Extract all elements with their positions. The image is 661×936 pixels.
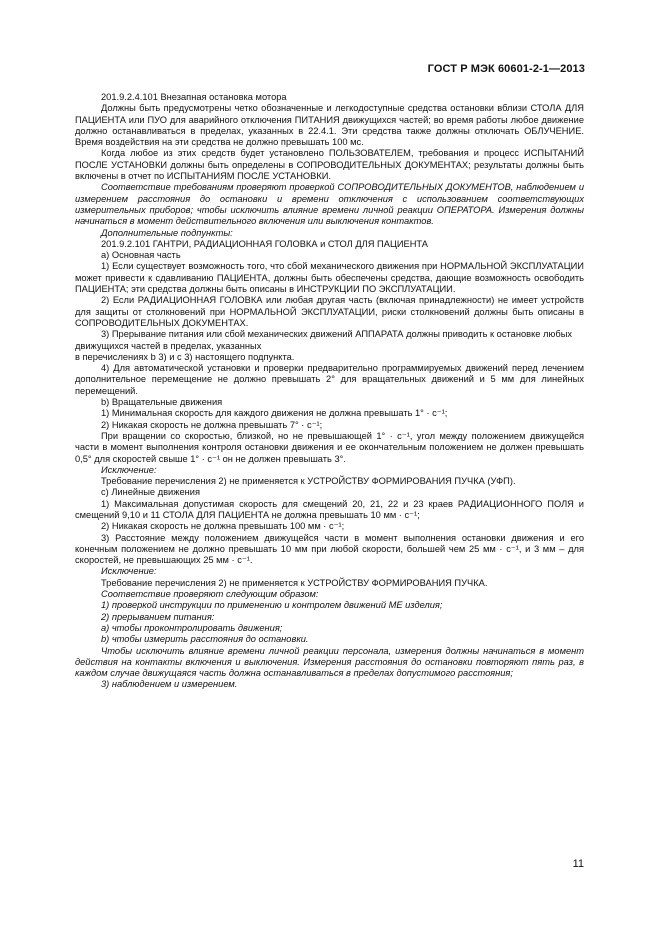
exception-label: Исключение:	[101, 566, 157, 577]
list-heading: с) Линейные движения	[101, 487, 200, 498]
body-paragraph: Должны быть предусмотрены четко обозначенные и легкодоступные средства остановки вблизи СТОЛА ДЛЯ ПАЦИЕНТА или ПУО для аварийного отключения ПИТАНИЯ движущихся частей; во время работы любое движение должно останавливаться в пределах, указанных в 22.4.1. Эти средства также должны отключать ОБЛУЧЕНИЕ. Время воздействия на эти средства не должно превышать 100 мс.	[75, 103, 584, 148]
list-item-continuation: в перечислениях b 3) и с 3) настоящего подпункта.	[75, 351, 295, 362]
body-paragraph: Требование перечисления 2) не применяется к УСТРОЙСТВУ ФОРМИРОВАНИЯ ПУЧКА (УФП).	[101, 476, 516, 487]
list-item: 2) Если РАДИАЦИОННАЯ ГОЛОВКА или любая другая часть (включая принадлежности) не имеет устройств для защиты от столкновений при НОРМАЛЬНОЙ ЭКСПЛУАТАЦИИ, риски столкновений должны быть описаны в СОПРОВОДИТЕЛЬНЫХ ДОКУМЕНТАХ.	[75, 295, 584, 328]
list-heading: а) Основная часть	[101, 250, 181, 261]
list-item: 2) Никакая скорость не должна превышать 7° · с⁻¹;	[101, 419, 323, 430]
additional-subclauses-label: Дополнительные подпункты:	[101, 227, 233, 238]
list-item: 1) Минимальная скорость для каждого движения не должна превышать 1° · с⁻¹;	[101, 408, 448, 419]
body-paragraph: При вращении со скоростью, близкой, но не превышающей 1° · с⁻¹, угол между положением движущейся части в момент выполнения контроля остановки движения и ее окончательным положением не должен превышать 0,5° для скоростей свыше 1° · с⁻¹ он не должен превышать 3°.	[75, 430, 584, 464]
compliance-note: Чтобы исключить влияние времени личной реакции персонала, измерения должны начинаться в момент действия на контакты включения и выключения. Измерения расстояния до остановки повторяют пять раз, в каждом случае движущаяся часть должна останавливаться в пределах допустимого расстояния;	[75, 645, 584, 679]
clause-title: 201.9.2.4.101 Внезапная остановка мотора	[101, 92, 287, 102]
list-item: 4) Для автоматической установки и проверки предварительно программируемых движений перед лечением дополнительное перемещение не должно превышать 2° для вращательных движений и 5 мм для линейных перемещений.	[75, 363, 584, 396]
compliance-step: 3) наблюдением и измерением.	[101, 679, 238, 690]
document-body	[75, 92, 584, 691]
list-item: 3) Расстояние между положением движущейся части в момент выполнения остановки движения и его конечным положением не должно превышать 10 мм при любой скорости, большей чем 25 мм · с⁻¹, и 3 мм – для скоростей, не превышающих 25 мм · с⁻¹.	[75, 532, 584, 566]
compliance-step: b) чтобы измерить расстояния до остановки.	[101, 634, 309, 645]
compliance-step: 1) проверкой инструкции по применению и контролем движений МЕ изделия;	[101, 600, 443, 611]
body-paragraph: Когда любое из этих средств будет установлено ПОЛЬЗОВАТЕЛЕМ, требования и процесс ИСПЫТАНИЙ ПОСЛЕ УСТАНОВКИ должны быть определены в СОПРОВОДИТЕЛЬНЫХ ДОКУМЕНТАХ; результаты должны быть включены в отчет по ИСПЫТАНИЯМ ПОСЛЕ УСТАНОВКИ.	[75, 148, 584, 182]
page-number: 11	[572, 858, 584, 870]
list-item: 1) Если существует возможность того, что сбой механического движения при НОРМАЛЬНОЙ ЭКСПЛУАТАЦИИ может привести к сдавливанию ПАЦИЕНТА, должны быть обеспечены средства, дающие возможность освободить ПАЦИЕНТА; эти средства должны быть описаны в ИНСТРУКЦИИ ПО ЭКСПЛУАТАЦИИ.	[75, 261, 584, 295]
compliance-step: 2) прерыванием питания:	[101, 611, 215, 622]
list-item: 1) Максимальная допустимая скорость для смещений 20, 21, 22 и 23 краев РАДИАЦИОННОГО ПОЛЯ и смещений 9,10 и 11 СТОЛА ДЛЯ ПАЦИЕНТА не должна превышать 10 мм · с⁻¹;	[75, 498, 584, 520]
body-paragraph: Требование перечисления 2) не применяется к УСТРОЙСТВУ ФОРМИРОВАНИЯ ПУЧКА.	[101, 577, 488, 588]
list-item: 2) Никакая скорость не должна превышать 100 мм · с⁻¹;	[101, 521, 345, 532]
list-heading: b) Вращательные движения	[101, 397, 223, 408]
list-item: 3) Прерывание питания или сбой механических движений АППАРАТА должны приводить к остановке любых движущихся частей в пределах, указанных	[75, 329, 573, 351]
document-header: ГОСТ Р МЭК 60601-2-1—2013	[427, 63, 585, 75]
clause-title: 201.9.2.101 ГАНТРИ, РАДИАЦИОННАЯ ГОЛОВКА и СТОЛ ДЛЯ ПАЦИЕНТА	[101, 238, 428, 249]
compliance-step: а) чтобы проконтролировать движения;	[101, 622, 283, 633]
compliance-note: Соответствие проверяют следующим образом:	[101, 589, 319, 600]
exception-label: Исключение:	[101, 464, 157, 475]
compliance-note: Соответствие требованиям проверяют проверкой СОПРОВОДИТЕЛЬНЫХ ДОКУМЕНТОВ, наблюдением и измерением расстояния до остановки и времени отключения с использованием соответствующих измерительных приборов; чтобы исключить влияние времени личной реакции ОПЕРАТОРА. Измерения должны начинаться в момент действительного включения или выключения контактов.	[75, 182, 584, 227]
